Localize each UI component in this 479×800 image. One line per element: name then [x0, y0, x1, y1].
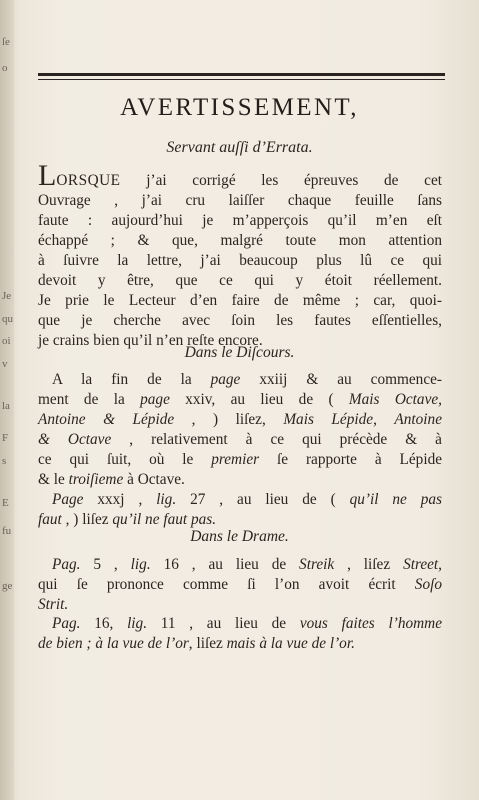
bleed-through-fragment: ge [2, 580, 13, 592]
intro-line: faute : aujourd’hui je m’apperçois qu’il m’en eſt [38, 212, 442, 229]
roman-text: , liſez [334, 556, 404, 573]
italic-text: page [210, 371, 241, 388]
italic-text: qu’il ne pas [349, 491, 442, 508]
text-line [38, 490, 442, 510]
italic-text: Antoine [394, 411, 442, 428]
roman-text: , relativement à ce qui précède & à [111, 431, 442, 448]
roman-text: , ) liſez [61, 511, 113, 528]
intro-line: devoit y être, que ce qui y étoit réellement. [38, 272, 442, 289]
drame-note-homme-de-bien [38, 614, 442, 654]
roman-text: , liſez [188, 635, 227, 652]
roman-text: qui ſe prononce comme ſi l’on avoit écrit [38, 576, 415, 593]
bleed-through-fragment: fu [2, 525, 12, 537]
bleed-through-fragment: v [2, 358, 8, 370]
italic-text: lig. [156, 491, 177, 508]
italic-text: Mais Lépide [283, 411, 374, 428]
discours-page-note [38, 490, 442, 530]
italic-text: Streik [299, 556, 335, 573]
italic-text: Mais Octave, [348, 391, 442, 408]
drop-cap-letter: L [38, 159, 57, 192]
italic-text: lig. [127, 615, 148, 632]
roman-text: xxiv, au lieu de ( [169, 391, 349, 408]
text-line [38, 555, 442, 575]
bleed-through-fragment: s [2, 455, 7, 467]
roman-text: 11 , au lieu de [147, 615, 300, 632]
page-subtitle: Servant auſſi d’Errata. [166, 139, 313, 156]
text-line [38, 510, 442, 530]
italic-text: page [140, 391, 170, 408]
intro-line [38, 159, 442, 192]
bleed-through-fragment: E [2, 497, 9, 509]
intro-paragraph [38, 159, 442, 351]
intro-line: que je cherche avec ſoin les fautes eſſentielles, [38, 312, 442, 329]
italic-text: vous faites l’homme [299, 615, 442, 632]
intro-line: à ſuivre la lettre, j’ai beaucoup plus lû ce qui [38, 252, 442, 269]
text-line [38, 390, 442, 410]
italic-text: premier [211, 451, 260, 468]
italic-text: Strit. [38, 596, 69, 613]
intro-line: Ouvrage , j’ai cru laiſſer chaque feuille ſans [38, 192, 442, 209]
roman-text: 5 , [80, 556, 131, 573]
roman-text: , [373, 411, 395, 428]
italic-text: Pag. [52, 615, 81, 632]
small-caps-word: ORSQUE [56, 172, 121, 189]
italic-text: troiſieme [68, 471, 124, 488]
italic-text: mais à la vue de l’or. [226, 635, 355, 652]
section-heading-drame: Dans le Drame. [190, 528, 289, 545]
roman-text: xxxj , [83, 491, 157, 508]
italic-text: Pag. [52, 556, 81, 573]
bleed-through-fragment: la [2, 400, 10, 412]
italic-text: qu’il ne faut pas. [112, 511, 217, 528]
text-line [38, 450, 442, 470]
bleed-through-fragment: oi [2, 335, 11, 347]
text-line [38, 410, 442, 430]
text-line [38, 370, 442, 390]
roman-text: , ) liſez, [174, 411, 284, 428]
italic-text: faut [38, 511, 62, 528]
bleed-through-fragment: o [2, 62, 8, 74]
italic-text: & Octave [38, 431, 112, 448]
header-rule-thick [38, 73, 445, 76]
intro-first-line-text: j’ai corrigé les épreuves de cet [120, 172, 442, 189]
intro-line: je crains bien qu’il n’en reſte encore. [38, 332, 263, 349]
text-line [38, 595, 442, 615]
section-heading-discours: Dans le Diſcours. [184, 344, 295, 361]
roman-text: ſe rapporte à Lépide [259, 451, 443, 468]
intro-line: Je prie le Lecteur d’en faire de même ; car, quoi- [38, 292, 442, 309]
bleed-through-fragment: F [2, 432, 9, 444]
italic-text: Street, [403, 556, 442, 573]
header-rule-thin [38, 79, 445, 80]
roman-text: à Octave. [123, 471, 185, 488]
italic-text: lig. [130, 556, 151, 573]
italic-text: Soſo [414, 576, 442, 593]
italic-text: de bien ; à la vue de l’or [38, 635, 189, 652]
roman-text: 16 , au lieu de [150, 556, 300, 573]
discours-correction-paragraph [38, 370, 442, 490]
drame-note-street [38, 555, 442, 615]
italic-text: Antoine & Lépide [38, 411, 175, 428]
roman-text: ce qui ſuit, où le [38, 451, 212, 468]
roman-text: ment de la [38, 391, 141, 408]
bleed-through-fragment: Je [2, 290, 12, 302]
italic-text: Page [52, 491, 84, 508]
roman-text: 27 , au lieu de ( [176, 491, 350, 508]
text-line [38, 614, 442, 634]
roman-text: xxiij & au commence- [240, 371, 442, 388]
page-title: AVERTISSEMENT, [120, 94, 359, 121]
roman-text: & le [38, 471, 69, 488]
bleed-through-fragment: qu [2, 313, 13, 325]
intro-line: échappé ; & que, malgré toute mon attention [38, 232, 442, 249]
text-line [38, 634, 442, 654]
text-line [38, 430, 442, 450]
bleed-through-fragment: ſe [2, 36, 10, 48]
text-line [38, 470, 442, 490]
text-line [38, 575, 442, 595]
roman-text: 16, [80, 615, 128, 632]
roman-text: A la fin de la [52, 371, 211, 388]
